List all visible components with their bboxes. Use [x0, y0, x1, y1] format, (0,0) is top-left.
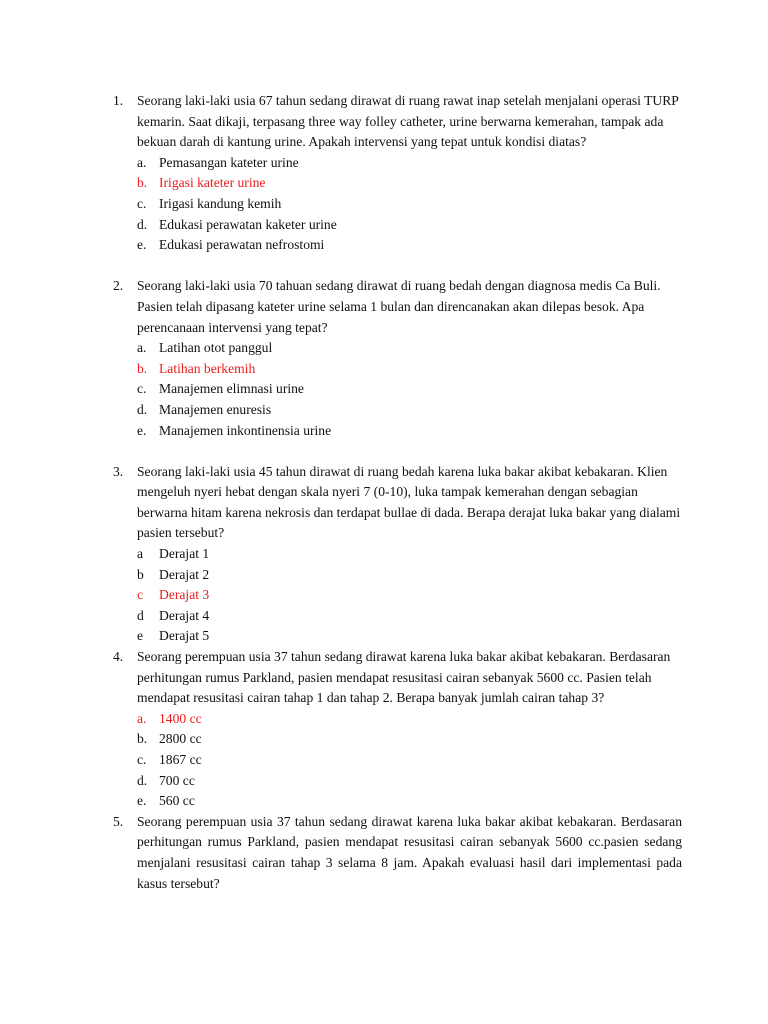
- question-3: [0, 462, 768, 647]
- blank-line: [0, 441, 768, 462]
- option-text: 2800 cc: [159, 731, 202, 747]
- option-letter: a.: [137, 154, 147, 170]
- option-letter: a: [137, 546, 144, 562]
- option-letter: b.: [137, 360, 148, 376]
- option-text: Manajemen inkontinensia urine: [159, 422, 332, 438]
- option-letter: c.: [137, 752, 147, 767]
- option-text: 1867 cc: [159, 752, 202, 767]
- option-letter: e.: [137, 237, 147, 253]
- question-5: [0, 812, 768, 894]
- option-letter: c: [137, 587, 144, 603]
- question-2: [0, 276, 768, 441]
- option-b-correct: [137, 359, 682, 380]
- option-letter: c.: [137, 381, 147, 397]
- option-a-correct: [137, 709, 682, 730]
- option-text: Irigasi kateter urine: [159, 175, 266, 191]
- option-c: [137, 750, 682, 771]
- option-e: [137, 626, 682, 647]
- option-text: Pemasangan kateter urine: [159, 154, 299, 170]
- option-letter: e.: [137, 422, 147, 438]
- option-text: 700 cc: [159, 772, 195, 788]
- option-d: [137, 771, 682, 792]
- blank-line: [0, 256, 768, 277]
- option-letter: b.: [137, 175, 148, 191]
- question-text: Seorang laki-laki usia 70 tahuan sedang dirawat di ruang bedah dengan diagnosa medis Ca Buli. Pasien telah dipasang kateter urine selama 1 bulan dan direncanakan akan dilepas besok. Apa perencanaan intervensi yang tepat?: [137, 278, 661, 335]
- option-letter: e: [137, 628, 144, 644]
- option-d: [137, 606, 682, 627]
- option-letter: c.: [137, 195, 147, 211]
- option-e: [137, 791, 682, 812]
- option-text: Irigasi kandung kemih: [159, 195, 282, 211]
- option-text: Latihan otot panggul: [159, 340, 273, 356]
- option-text: Derajat 5: [159, 628, 210, 644]
- option-d: [137, 215, 682, 236]
- question-4: [0, 647, 768, 812]
- option-text: Derajat 3: [159, 587, 210, 603]
- question-text: Seorang laki-laki usia 67 tahun sedang dirawat di ruang rawat inap setelah menjalani operasi TURP kemarin. Saat dikaji, terpasang three way folley catheter, urine berwarna kemerahan, tampak ada bekuan darah di kantung urine. Apakah intervensi yang tepat untuk kondisi diatas?: [137, 93, 679, 150]
- question-number: 2.: [113, 278, 124, 294]
- option-letter: e.: [137, 793, 147, 809]
- question-number: 5.: [113, 813, 124, 829]
- option-letter: d.: [137, 401, 148, 417]
- option-a: [137, 153, 682, 174]
- option-letter: a.: [137, 340, 147, 356]
- option-letter: a.: [137, 710, 147, 726]
- option-a: [137, 338, 682, 359]
- option-c-correct: [137, 585, 682, 606]
- option-text: Derajat 2: [159, 566, 210, 582]
- option-letter: b: [137, 566, 144, 582]
- option-text: Manajemen elimnasi urine: [159, 381, 304, 397]
- option-text: 1400 cc: [159, 710, 202, 726]
- question-1: [0, 91, 768, 256]
- option-c: [137, 194, 682, 215]
- question-text: Seorang perempuan usia 37 tahun sedang dirawat karena luka bakar akibat kebakaran. Berdasaran perhitungan rumus Parkland, pasien mendapat resusitasi cairan sebanyak 5600 cc.pasien sedang menjalani resusitasi cairan tahap 3 selama 8 jam. Apakah evaluasi hasil dari implementasi pada kasus tersebut?: [137, 813, 682, 891]
- option-c: [137, 379, 682, 400]
- option-letter: d.: [137, 216, 148, 232]
- option-text: Latihan berkemih: [159, 360, 256, 376]
- question-text: Seorang perempuan usia 37 tahun sedang dirawat karena luka bakar akibat kebakaran. Berdasaran perhitungan rumus Parkland, pasien mendapat resusitasi cairan sebanyak 5600 cc. Pasien telah mendapat resusitasi cairan tahap 1 dan tahap 2. Berapa banyak jumlah cairan tahap 3?: [137, 649, 671, 706]
- document-page: [0, 91, 768, 894]
- option-b-correct: [137, 173, 682, 194]
- option-text: Manajemen enuresis: [159, 401, 272, 417]
- option-e: [137, 421, 682, 442]
- question-text: Seorang laki-laki usia 45 tahun dirawat di ruang bedah karena luka bakar akibat kebakaran. Klien mengeluh nyeri hebat dengan skala nyeri 7 (0-10), luka tampak kemerahan dengan sebagian berwarna hitam karena nekrosis dan terdapat bullae di dada. Berapa derajat luka bakar yang dialami pasien tersebut?: [137, 463, 681, 541]
- option-e: [137, 235, 682, 256]
- option-letter: b.: [137, 731, 148, 747]
- option-text: 560 cc: [159, 793, 195, 809]
- option-text: Derajat 4: [159, 607, 210, 623]
- option-b: [137, 565, 682, 586]
- question-number: 4.: [113, 649, 124, 665]
- question-number: 3.: [113, 463, 124, 479]
- option-letter: d.: [137, 772, 148, 788]
- option-text: Derajat 1: [159, 546, 210, 562]
- question-number: 1.: [113, 93, 124, 108]
- option-text: Edukasi perawatan kaketer urine: [159, 216, 337, 232]
- option-a: [137, 544, 682, 565]
- option-d: [137, 400, 682, 421]
- option-b: [137, 729, 682, 750]
- option-letter: d: [137, 607, 144, 623]
- option-text: Edukasi perawatan nefrostomi: [159, 237, 325, 253]
